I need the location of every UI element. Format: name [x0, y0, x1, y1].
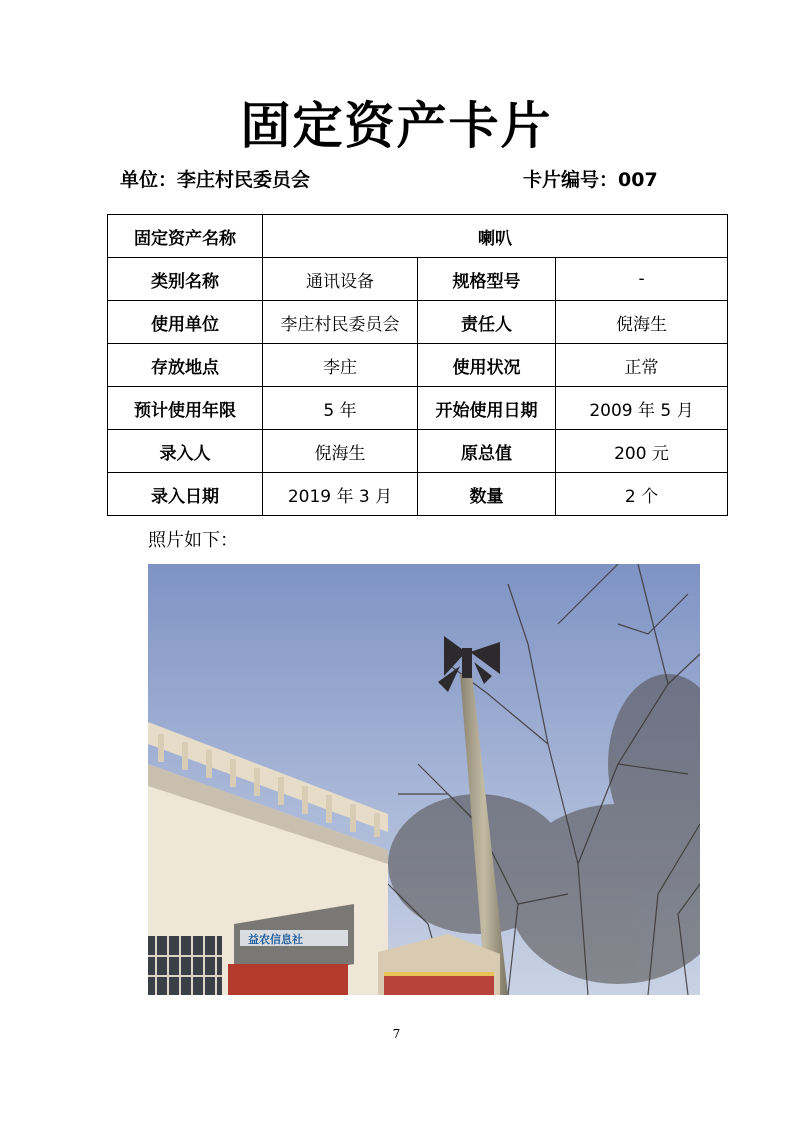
cell-value: 通讯设备 — [263, 258, 418, 301]
asset-card-table — [107, 214, 728, 516]
cell-value: 2 个 — [556, 473, 728, 516]
cell-value: 李庄村民委员会 — [263, 301, 418, 344]
cell-value: 倪海生 — [556, 301, 728, 344]
asset-name-value: 喇叭 — [263, 215, 728, 258]
cell-value: 5 年 — [263, 387, 418, 430]
cell-label: 使用单位 — [108, 301, 263, 344]
cell-value: 正常 — [556, 344, 728, 387]
asset-photo — [148, 564, 700, 995]
cell-label: 预计使用年限 — [108, 387, 263, 430]
cell-value: 李庄 — [263, 344, 418, 387]
cell-label: 使用状况 — [418, 344, 556, 387]
table-row — [108, 258, 728, 301]
cell-value: 200 元 — [556, 430, 728, 473]
photo-caption: 照片如下： — [148, 530, 238, 551]
cell-value: 2009 年 5 月 — [556, 387, 728, 430]
cell-value: - — [556, 258, 728, 301]
cell-label: 录入人 — [108, 430, 263, 473]
card-number: 卡片编号：007 — [523, 169, 658, 191]
sign-text: 益农信息社 — [248, 933, 303, 946]
cell-label: 录入日期 — [108, 473, 263, 516]
cell-label: 类别名称 — [108, 258, 263, 301]
cell-value: 倪海生 — [263, 430, 418, 473]
cell-label: 数量 — [418, 473, 556, 516]
table-row — [108, 215, 728, 258]
cell-label: 责任人 — [418, 301, 556, 344]
unit-label: 单位：李庄村民委员会 — [120, 169, 311, 191]
cell-label: 开始使用日期 — [418, 387, 556, 430]
table-row — [108, 387, 728, 430]
page-title: 固定资产卡片 — [240, 97, 553, 155]
page-number: 7 — [392, 1027, 401, 1041]
cell-label: 原总值 — [418, 430, 556, 473]
table-row — [108, 301, 728, 344]
table-row — [108, 344, 728, 387]
cell-label: 规格型号 — [418, 258, 556, 301]
asset-name-label: 固定资产名称 — [108, 215, 263, 258]
cell-label: 存放地点 — [108, 344, 263, 387]
cell-value: 2019 年 3 月 — [263, 473, 418, 516]
table-row — [108, 430, 728, 473]
table-row — [108, 473, 728, 516]
